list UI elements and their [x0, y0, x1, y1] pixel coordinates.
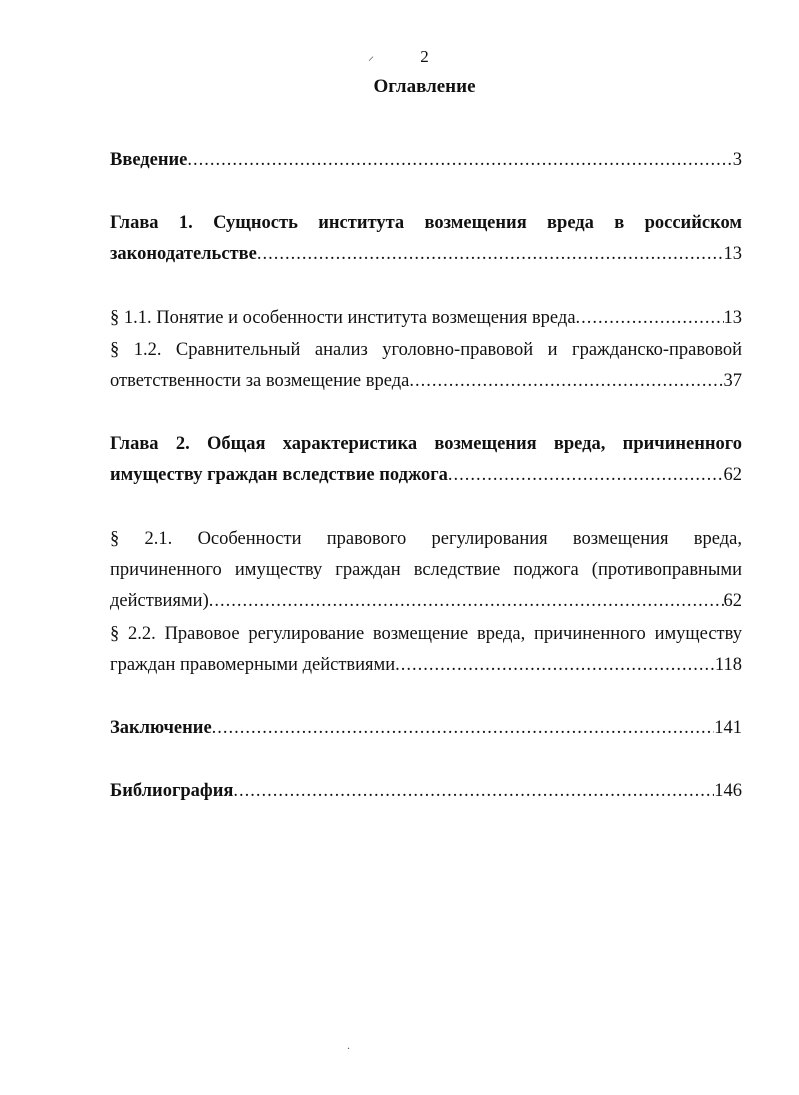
toc-chapter2-line2: имуществу граждан вследствие поджога [110, 465, 448, 485]
toc-chapter2-line1: Глава 2. Общая характеристика возмещения вреда, причиненного [110, 434, 742, 454]
dot-leader [409, 366, 723, 397]
toc-chapter2-page: 62 [723, 465, 742, 485]
toc-s22-line1: § 2.2. Правовое регулирование возмещение вреда, причиненного имуществу [110, 624, 742, 644]
dot-leader [233, 776, 714, 807]
toc-s21-line2: причиненного имуществу граждан вследствие поджога (противоправными [110, 560, 742, 580]
toc-s22-page: 118 [714, 655, 742, 675]
dot-leader [187, 145, 732, 176]
toc-s12-page: 37 [723, 371, 742, 391]
toc-s12-line2: ответственности за возмещение вреда [110, 371, 410, 391]
page-number: 2 [420, 47, 429, 66]
toc-s22-line2: граждан правомерными действиями [110, 655, 396, 675]
toc-s12-line1: § 1.2. Сравнительный анализ уголовно-правовой и гражданско-правовой [110, 340, 742, 360]
toc-s21-page: 62 [723, 591, 742, 611]
page-title: Оглавление [373, 76, 476, 97]
toc-intro-page: 3 [732, 150, 742, 170]
toc-conclusion-page: 141 [714, 718, 742, 738]
toc-chapter1-page: 13 [723, 244, 742, 264]
toc-entry-section-2-1 [110, 524, 742, 617]
toc-s21-line3: действиями) [110, 591, 209, 611]
dot-leader [395, 650, 715, 681]
toc-entry-section-2-2 [110, 619, 742, 681]
toc-entry-section-1-1 [110, 303, 742, 334]
toc-chapter1-line1: Глава 1. Сущность института возмещения вреда в российском [110, 213, 742, 233]
toc-entry-section-1-2 [110, 335, 742, 397]
toc-s11-label: § 1.1. Понятие и особенности института возмещения вреда [110, 308, 576, 328]
toc-entry-bibliography [110, 776, 742, 807]
dot-leader [209, 586, 724, 617]
dot-leader [257, 239, 724, 270]
toc-chapter1-line2: законодательстве [110, 244, 257, 264]
toc-s11-page: 13 [723, 308, 742, 328]
dot-leader [448, 460, 724, 491]
toc-bibliography-page: 146 [714, 781, 742, 801]
scan-artifact-mark: ⸍ [368, 54, 375, 68]
toc-entry-chapter-1 [110, 208, 742, 270]
toc-entry-intro [110, 145, 742, 176]
toc-bibliography-label: Библиография [110, 781, 234, 801]
dot-leader [576, 303, 724, 334]
toc-entry-chapter-2 [110, 429, 742, 491]
toc-s21-line1: § 2.1. Особенности правового регулирования возмещения вреда, [110, 529, 742, 549]
toc-intro-label: Введение [110, 150, 188, 170]
dot-leader [212, 713, 715, 744]
toc-entry-conclusion [110, 713, 742, 744]
scan-artifact-dot: . [347, 1038, 350, 1052]
toc-conclusion-label: Заключение [110, 718, 212, 738]
